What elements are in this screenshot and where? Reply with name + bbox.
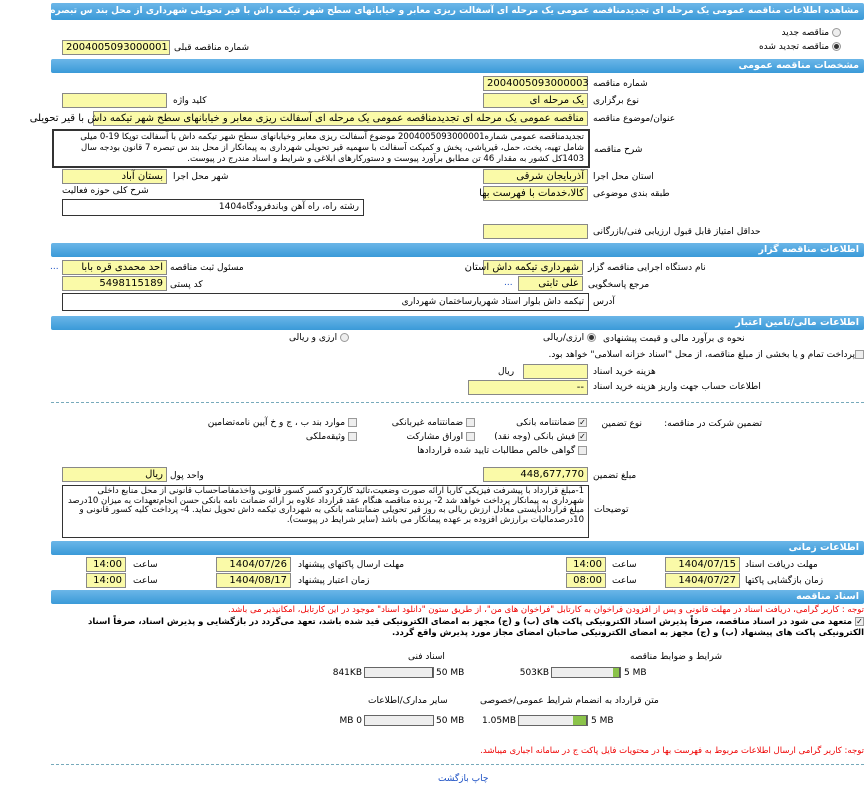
keyword-label: کلید واژه — [173, 96, 207, 106]
file-label: متن قرارداد به انضمام شرایط عمومی/خصوصی — [480, 696, 659, 706]
guarantee-label: تضمین شرکت در مناقصه: — [664, 419, 762, 429]
documents-notice: توجه : کاربر گرامی، دریافت اسناد در مهلت قانونی و پس از افزودن فراخوان به کارتابل "فراخوان های من"، از طریق ستون "دانلود اسناد" موجود در این کارتابل، امکانپذیر می باشد. — [228, 605, 864, 615]
doc-deadline-field[interactable]: 1404/07/15 — [665, 557, 740, 572]
section-documents: اسناد مناقصه — [51, 590, 864, 604]
valid-label: زمان اعتبار پیشنهاد — [298, 576, 370, 586]
file-max: 5 MB — [591, 716, 614, 726]
file-size: 1.05MB — [482, 716, 516, 726]
label: ضمانتنامه غیربانکی — [391, 418, 464, 428]
registrar-field[interactable]: احد محمدی قره بابا — [62, 260, 167, 275]
radio-rial[interactable] — [543, 333, 596, 343]
submit-field[interactable]: 1404/07/26 — [216, 557, 291, 572]
file-max: 5 MB — [624, 668, 647, 678]
description-box: تجدیدمناقصه عمومی شماره2004005093000001 موضوع آسفالت ریزی معابر وخیابانهای سطح شهر تیکمه داش با آسفالت توپکا 19-0 میلی شامل تهیه، پخت، حمل، قیرپاشی، پخش و کمپکت آسفالت با سهمیه قیر تحویلی شهرداری به پیمانکار از محل بند س تبصره 7 قانون بودجه سال 1403کل کشور به مقدار 46 تن مطابق برآورد پیوست و دستورکارهای ابلاغی و شرایط و اسناد مندرج در پیوست. — [52, 129, 590, 168]
radio-icon[interactable] — [340, 333, 349, 342]
guarantee-option[interactable] — [494, 432, 587, 442]
label: موارد بند ب ، ج و خ آیین نامه‌تضامین — [207, 418, 346, 428]
label: مناقصه تجدید شده — [758, 42, 830, 52]
file-progress-bar — [364, 715, 434, 726]
valid-field[interactable]: 1404/08/17 — [216, 573, 291, 588]
notes-label: توضیحات — [594, 505, 629, 515]
checkbox-icon[interactable]: ✓ — [856, 617, 863, 626]
section-timing: اطلاعات زمانی — [51, 541, 864, 555]
checkbox-icon[interactable] — [348, 432, 357, 441]
section-organizer: اطلاعات مناقصه گزار — [51, 243, 864, 257]
amount-field[interactable]: 448,677,770 — [483, 467, 588, 482]
tender-number-field[interactable]: 2004005093000003 — [483, 76, 588, 91]
category-field[interactable]: کالا،خدمات با فهرست بها — [483, 186, 588, 201]
postal-label: کد پستی — [170, 280, 203, 290]
type-field[interactable]: یک مرحله ای — [483, 93, 588, 108]
label: وثیقه‌ملکی — [305, 432, 346, 442]
category-label: طبقه بندی موضوعی — [593, 189, 670, 199]
currency-field[interactable]: ریال — [62, 467, 167, 482]
print-link[interactable]: چاپ — [471, 774, 489, 784]
ref-label: مرجع پاسخگویی — [588, 280, 650, 290]
file-label: اسناد فنی — [408, 652, 445, 662]
number-label: شماره مناقصه — [593, 79, 648, 89]
doc-fee-unit: ریال — [498, 367, 515, 377]
radio-icon[interactable] — [832, 28, 841, 37]
time-label: ساعت — [612, 576, 637, 586]
checkbox-icon[interactable] — [578, 446, 587, 455]
commitment-checkbox[interactable] — [51, 617, 864, 639]
radio-new-tender[interactable] — [782, 28, 841, 38]
ref-field[interactable]: علی ثابتی — [518, 276, 583, 291]
open-field[interactable]: 1404/07/27 — [665, 573, 740, 588]
label: ضمانتنامه بانکی — [516, 418, 576, 428]
doc-fee-field[interactable] — [523, 364, 588, 379]
doc-fee-label: هزینه خرید اسناد — [593, 367, 656, 377]
open-label: زمان بازگشایی پاکتها — [745, 576, 824, 586]
title-label: عنوان/موضوع مناقصه — [593, 114, 676, 124]
guarantee-option[interactable] — [306, 432, 357, 442]
guarantee-option[interactable] — [516, 418, 587, 428]
file-size: 841KB — [332, 668, 362, 678]
footer-links — [438, 774, 488, 784]
keyword-field[interactable] — [62, 93, 167, 108]
valid-time-field[interactable]: 14:00 — [86, 573, 126, 588]
time-label: ساعت — [612, 560, 637, 570]
treasury-checkbox[interactable] — [548, 350, 864, 360]
progress-fill — [613, 668, 620, 677]
footer-notice: توجه: کاربر گرامی ارسال اطلاعات مربوط به فهرست بها در محتویات فایل پاکت ج در سامانه اجباری میباشد. — [480, 746, 864, 756]
estimate-label: نحوه ی برآورد مالی و قیمت پیشنهادی — [603, 334, 745, 344]
doc-deadline-label: مهلت دریافت اسناد — [745, 560, 818, 570]
radio-fx-rial[interactable] — [289, 333, 349, 343]
label: ارزی و ریالی — [288, 333, 338, 343]
amount-label: مبلغ تضمین — [593, 471, 637, 481]
file-max: 50 MB — [436, 716, 465, 726]
prev-number-field[interactable]: 2004005093000001 — [62, 40, 170, 55]
address-label: آدرس — [593, 297, 615, 307]
guarantee-option[interactable] — [392, 418, 475, 428]
radio-renewed-tender[interactable] — [759, 42, 841, 52]
file-size: 503KB — [519, 668, 549, 678]
city-field[interactable]: بستان آباد — [62, 169, 167, 184]
registrar-label: مسئول ثبت مناقصه — [170, 263, 244, 273]
min-score-label: حداقل امتیاز قابل قبول ارزیابی فنی/بازرگانی — [593, 227, 761, 237]
doc-time-field[interactable]: 14:00 — [566, 557, 606, 572]
submit-label: مهلت ارسال پاکتهای پیشنهاد — [298, 560, 405, 570]
label: متعهد می شود در اسناد مناقصه، صرفاً پذیرش اسناد الکترونیکی پاکت های (ب) و (ج) مجهز به امضای الکترونیکی قید شده باشد، تعهد می‌گردد در بازگشایی و پذیرش اسناد، صرفاً اسناد الکترونیکی پاکت های پیشنهاد (ب) و (ج) مجهز به امضای الکترونیکی صاحبان امضای مجاز مورد پذیرش واقع گردد. — [87, 617, 864, 638]
file-progress-bar — [551, 667, 621, 678]
checkbox-icon[interactable] — [466, 418, 475, 427]
registrar-more-button[interactable]: ... — [50, 262, 59, 272]
page-title-bar: مشاهده اطلاعات مناقصه عمومی یک مرحله ای تجدیدمناقصه عمومی یک مرحله ای آسفالت ریزی معابر و خیابانهای سطح شهر تیکمه داش با قیر تحویلی شهرداری از محل بند س تبصره 7 قانون بو — [51, 3, 864, 20]
org-field[interactable]: شهرداری تیکمه داش استان — [483, 260, 583, 275]
checkbox-icon[interactable] — [348, 418, 357, 427]
divider — [51, 764, 864, 765]
postal-field[interactable]: 5498115189 — [62, 276, 167, 291]
file-progress-bar — [364, 667, 434, 678]
province-field[interactable]: آذربایجان شرقی — [483, 169, 588, 184]
ref-more-button[interactable]: ... — [504, 278, 513, 288]
label: گواهی خالص مطالبات تایید شده قراردادها — [417, 446, 576, 456]
file-max: 50 MB — [436, 668, 465, 678]
guarantee-option[interactable] — [417, 446, 587, 456]
desc-label: شرح مناقصه — [594, 145, 643, 155]
label: مناقصه جدید — [781, 28, 830, 38]
submit-time-field[interactable]: 14:00 — [86, 557, 126, 572]
activity-box: رشته راه، راه آهن وباندفرودگاه1404 — [62, 199, 364, 216]
checkbox-icon[interactable] — [466, 432, 475, 441]
checkbox-icon[interactable]: ✓ — [579, 418, 586, 427]
label: اوراق مشارکت — [406, 432, 464, 442]
guarantee-option[interactable] — [407, 432, 475, 442]
file-size: 0 MB — [339, 716, 362, 726]
label: فیش بانکی (وجه نقد) — [494, 432, 576, 442]
title-field[interactable]: مناقصه عمومی یک مرحله ای تجدیدمناقصه عمومی یک مرحله ای آسفالت ریزی معابر و خیابانهای سطح شهر تیکمه داش با قیر تحویلی — [93, 111, 588, 126]
back-link[interactable]: بازگشت — [438, 774, 469, 784]
currency-label: واحد پول — [170, 471, 204, 481]
guarantee-type-label: نوع تضمین — [601, 419, 642, 429]
type-label: نوع برگزاری — [593, 96, 639, 106]
guarantee-option[interactable] — [208, 418, 357, 428]
time-label: ساعت — [133, 576, 158, 586]
checkbox-icon[interactable] — [855, 350, 864, 359]
account-label: اطلاعات حساب جهت واریز هزینه خرید اسناد — [593, 382, 761, 392]
radio-icon[interactable] — [832, 42, 841, 51]
label: ارزی/ریالی — [543, 333, 585, 343]
section-finance: اطلاعات مالی/تامین اعتبار — [51, 316, 864, 330]
city-label: شهر محل اجرا — [173, 172, 229, 182]
section-general: مشخصات مناقصه عمومی — [51, 59, 864, 73]
province-label: استان محل اجرا — [593, 172, 654, 182]
file-progress-bar — [518, 715, 588, 726]
file-label: سایر مدارک/اطلاعات — [368, 696, 448, 706]
file-label: شرایط و ضوابط مناقصه — [630, 652, 723, 662]
org-label: نام دستگاه اجرایی مناقصه گزار — [588, 263, 706, 273]
progress-fill — [432, 668, 433, 677]
progress-fill — [573, 716, 587, 725]
radio-icon[interactable] — [587, 333, 596, 342]
prev-number-label: شماره مناقصه قبلی — [174, 43, 249, 53]
address-box: تیکمه داش بلوار استاد شهریارساختمان شهرداری — [62, 293, 589, 311]
checkbox-icon[interactable]: ✓ — [579, 432, 586, 441]
activity-label: شرح کلی حوزه فعالیت — [62, 186, 149, 196]
open-time-field[interactable]: 08:00 — [566, 573, 606, 588]
account-field[interactable]: -- — [468, 380, 588, 395]
time-label: ساعت — [133, 560, 158, 570]
label: پرداخت تمام و یا بخشی از مبلغ مناقصه، از محل "اسناد خزانه اسلامی" خواهد بود. — [548, 350, 855, 360]
divider — [51, 402, 864, 403]
notes-box: 1-مبلغ قرارداد با پیشرفت فیزیکی کاربا ارائه صورت وضعیت،تائید کارکردو کسر کسور قانونی واخذمفاصاحساب قانونی از محل منابع داخلی شهرداری به پیمانکار پرداخت خواهد شد 2- برنده مناقصه هنگام عقد قرارداد علاوه بر ارائه ضمانت نامه بانکی حسن انجام‌تعهدات به میزان 10درصد مبلغ قراردادبایستی معادل ارزش ریالی به روز قیر تحویلی ضمانتنامه بانکی به شهرداری تیکمه داش تحویل نماید. 4- پرداخت کلیه کسور قانونی و 10درصدمالیات برارزش افزوده بر عهده پیمانکار می باشد (سایر شرایط در پیوست). — [62, 485, 589, 538]
min-score-field[interactable] — [483, 224, 588, 239]
